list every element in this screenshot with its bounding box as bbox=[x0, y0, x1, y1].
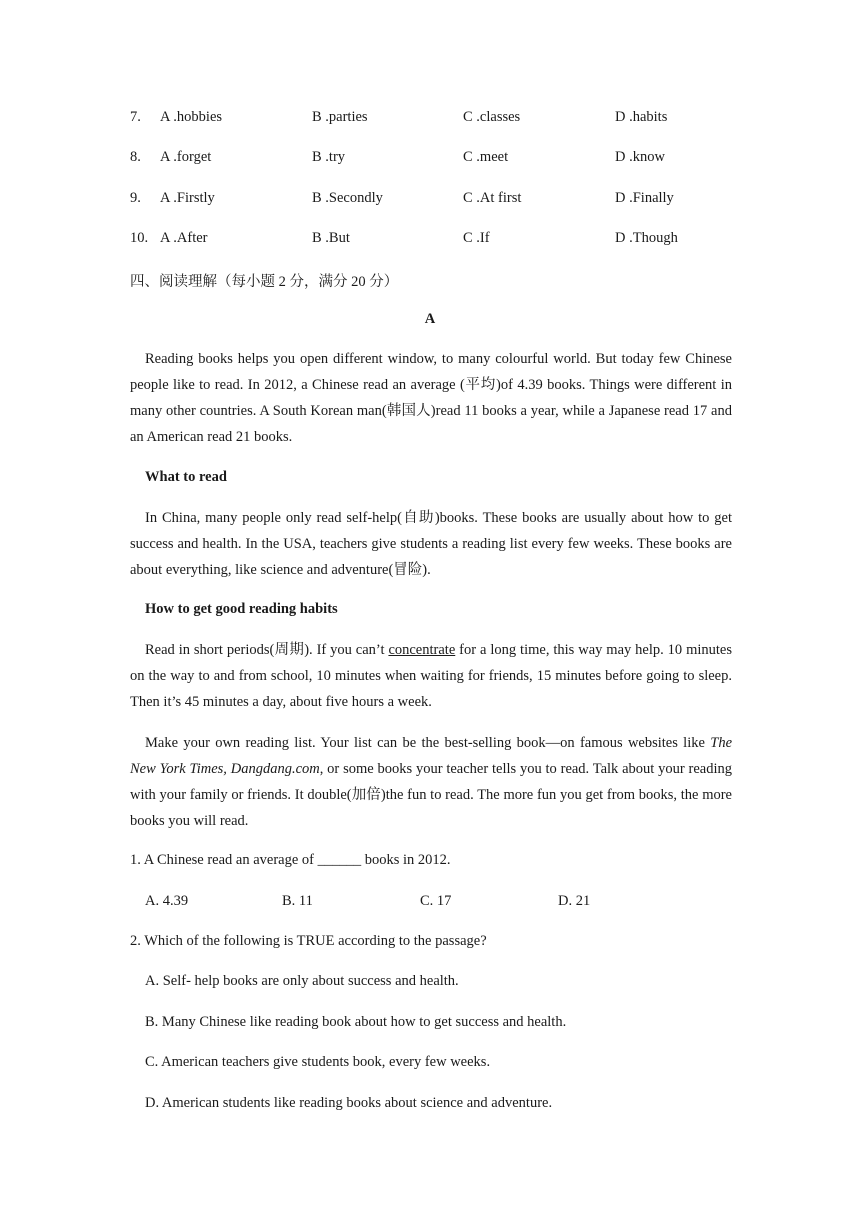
question-1: 1. A Chinese read an average of ______ books in 2012. bbox=[130, 852, 451, 868]
paragraph-text: , or some books your teacher tells you to read. Talk about your reading with your family or friends. It double(加倍)the fun to read. The more fun you get from books, the more books you will read. bbox=[130, 761, 732, 829]
reading-list-paragraph bbox=[130, 730, 732, 834]
q2-option-d: D. American students like reading books about science and adventure. bbox=[145, 1095, 553, 1111]
option-b: B .Secondly bbox=[312, 190, 383, 206]
q2-option-b: B. Many Chinese like reading book about how to get success and health. bbox=[145, 1014, 567, 1030]
option-b: B .But bbox=[312, 230, 350, 246]
paragraph-text: for a long time, this way may help. 10 minutes on the way to and from school, 10 minutes when waiting for friends, 15 minutes before going to sleep. Then it’s 45 minutes a day, about five hours a week. bbox=[130, 642, 732, 710]
option-a: A .forget bbox=[160, 149, 212, 165]
q1-option-d: D. 21 bbox=[558, 893, 591, 909]
option-c: C .At first bbox=[463, 190, 522, 206]
underlined-word: concentrate bbox=[388, 642, 456, 658]
option-d: D .Though bbox=[615, 230, 678, 246]
option-c: C .meet bbox=[463, 149, 509, 165]
option-d: D .habits bbox=[615, 109, 668, 125]
option-b: B .try bbox=[312, 149, 346, 165]
q1-option-a: A. 4.39 bbox=[145, 893, 189, 909]
question-number: 10. bbox=[130, 230, 149, 246]
website-names: The New York Times, Dangdang.com bbox=[130, 735, 732, 777]
q1-option-c: C. 17 bbox=[420, 893, 452, 909]
option-c: C .classes bbox=[463, 109, 521, 125]
paragraph-text: Read in short periods(周期). If you can’t bbox=[145, 642, 389, 658]
option-d: D .know bbox=[615, 149, 665, 165]
reading-habits-paragraph bbox=[130, 637, 732, 715]
question-number: 9. bbox=[130, 190, 141, 206]
section-title: 四、阅读理解（每小题 2 分，满分 20 分） bbox=[130, 274, 399, 290]
intro-paragraph: Reading books helps you open different window, to many colourful world. But today few Chinese people like to read. In 2012, a Chinese read an average (平均)of 4.39 books. Things were different in many other countries. A South Korean man(韩国人)read 11 books a year, while a Japanese read 17 and an American read 21 books. bbox=[130, 351, 732, 445]
option-a: A .hobbies bbox=[160, 109, 223, 125]
option-b: B .parties bbox=[312, 109, 368, 125]
option-a: A .Firstly bbox=[160, 190, 215, 206]
what-to-read-heading: What to read bbox=[145, 469, 227, 485]
reading-habits-heading: How to get good reading habits bbox=[145, 601, 338, 617]
q2-option-a: A. Self- help books are only about success and health. bbox=[145, 973, 459, 989]
q1-option-b: B. 11 bbox=[282, 893, 313, 909]
question-number: 7. bbox=[130, 109, 141, 125]
option-a: A .After bbox=[160, 230, 208, 246]
question-2: 2. Which of the following is TRUE according to the passage? bbox=[130, 933, 487, 949]
q2-option-c: C. American teachers give students book, every few weeks. bbox=[145, 1054, 491, 1070]
passage-label: A bbox=[424, 311, 436, 327]
paragraph-text: Make your own reading list. Your list can be the best-selling book—on famous websites like bbox=[145, 735, 711, 751]
what-to-read-paragraph: In China, many people only read self-help(自助)books. These books are usually about how to get success and health. In the USA, teachers give students a reading list every few weeks. These books are about everything, like science and adventure(冒险). bbox=[130, 510, 732, 578]
option-d: D .Finally bbox=[615, 190, 674, 206]
option-c: C .If bbox=[463, 230, 490, 246]
question-number: 8. bbox=[130, 149, 141, 165]
